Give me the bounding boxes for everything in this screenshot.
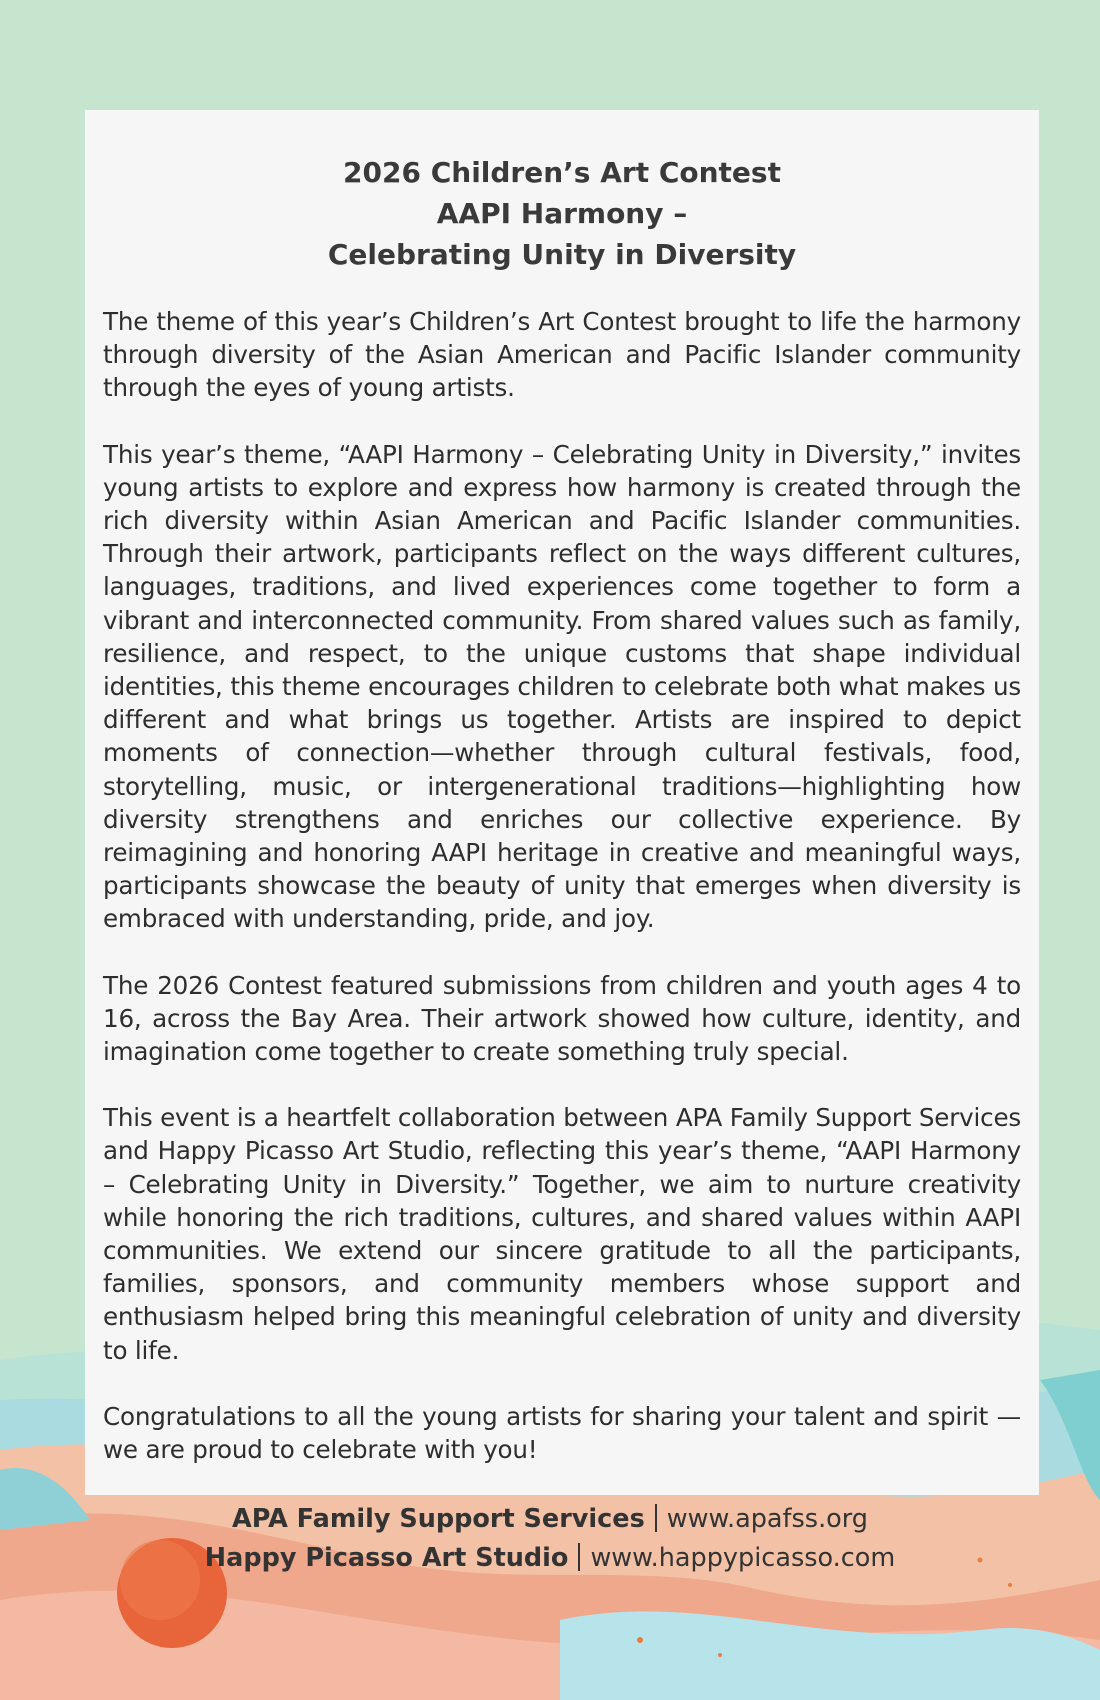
title-line-2: AAPI Harmony – — [436, 197, 688, 230]
theme-paragraph: This year’s theme, “AAPI Harmony – Celebrating Unity in Diversity,” invites young artists to explore and express how harmony is created through the rich diversity within Asian American and Pacific Islander communities. Through their artwork, participants reflect on the ways different cultures, languages, traditions, and lived experiences come together to form a vibrant and interconnected community. From shared values such as family, resilience, and respect, to the unique customs that shape individual identities, this theme encourages children to celebrate both what makes us different and what brings us together. Artists are inspired to depict moments of connection—whether through cultural festivals, food, storytelling, music, or intergenerational traditions—highlighting how diversity strengthens and enriches our collective experience. By reimagining and honoring AAPI heritage in creative and meaningful ways, participants showcase the beauty of unity that emerges when diversity is embraced with understanding, pride, and joy. — [103, 439, 1021, 934]
page-title — [103, 152, 1021, 275]
org-name-apafss: APA Family Support Services — [231, 1504, 645, 1534]
org-name-happy-picasso: Happy Picasso Art Studio — [204, 1543, 569, 1573]
divider — [655, 1504, 657, 1532]
collaboration-paragraph: This event is a heartfelt collaboration between APA Family Support Services and Happy Picasso Art Studio, reflecting this year’s theme, “AAPI Harmony – Celebrating Unity in Diversity.” Together, we aim to nurture creativity while honoring the rich traditions, cultures, and shared values within AAPI communities. We extend our sincere gratitude to all the participants, families, sponsors, and community members whose support and enthusiasm helped bring this meaningful celebration of unity and diversity to life. — [103, 1103, 1021, 1365]
title-line-3: Celebrating Unity in Diversity — [327, 238, 797, 271]
intro-paragraph: The theme of this year’s Children’s Art Contest brought to life the harmony through diversity of the Asian American and Pacific Islander community through the eyes of young artists. — [103, 307, 1021, 403]
link-happy-picasso[interactable]: www.happypicasso.com — [590, 1543, 896, 1573]
footer — [0, 1500, 1100, 1578]
divider — [578, 1543, 580, 1571]
footer-line-1 — [0, 1500, 1100, 1539]
congratulations-paragraph: Congratulations to all the young artists for sharing your talent and spirit — we are proud to celebrate with you! — [103, 1401, 1021, 1465]
link-apafss[interactable]: www.apafss.org — [666, 1504, 868, 1534]
contest-paragraph: The 2026 Contest featured submissions from children and youth ages 4 to 16, across the Bay Area. Their artwork showed how culture, identity, and imagination come together to create something truly special. — [103, 970, 1021, 1067]
footer-line-2 — [0, 1539, 1100, 1578]
title-line-1: 2026 Children’s Art Contest — [343, 156, 781, 189]
content-card — [85, 110, 1039, 1495]
